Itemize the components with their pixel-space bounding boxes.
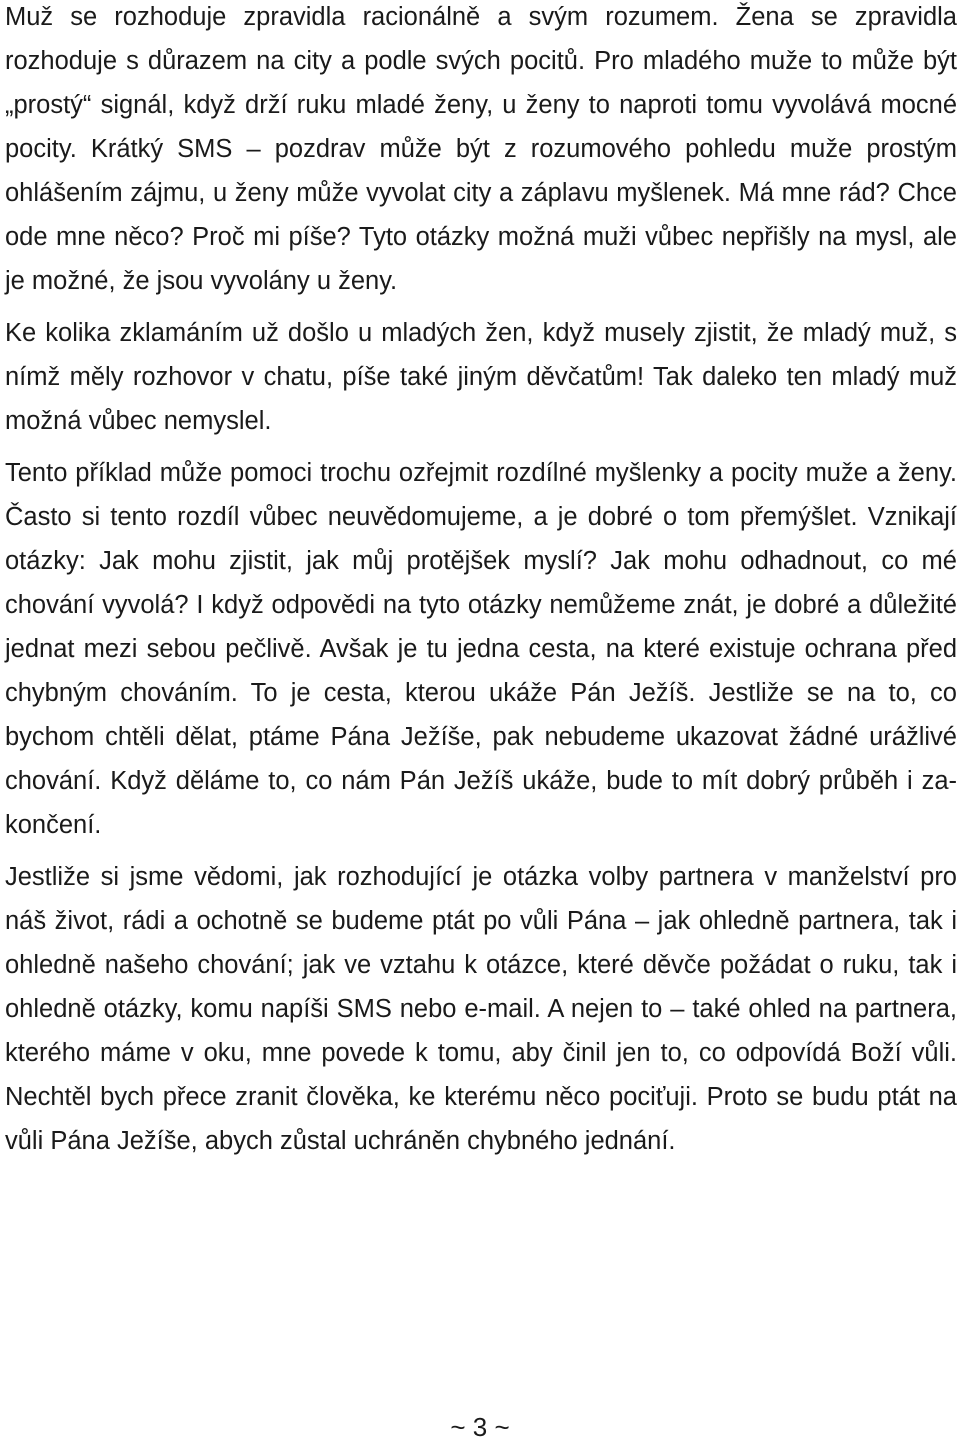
page-number: ~ 3 ~ <box>450 1412 510 1442</box>
paragraph: Tento příklad může pomoci trochu ozřejmit rozdílné myšlenky a pocity muže a ženy. Často si tento rozdíl vůbec neuvědomujeme, a je dobré o tom přemýšlet. Vznikají otázky: Jak mohu zjistit, jak můj protějšek myslí? Jak mohu odhadnout, co mé chování vyvolá? I když odpovědi na tyto otázky nemůžeme znát, je dobré a důležité jednat mezi sebou pečlivě. Avšak je tu jedna cesta, na které existuje ochrana před chybným chováním. To je cesta, kterou ukáže Pán Ježíš. Jestliže se na to, co bychom chtěli dělat, ptáme Pána Ježíše, pak nebudeme ukazovat žádné urážlivé chování. Když děláme to, co nám Pán Ježíš ukáže, bude to mít dobrý průběh i zakončení. <box>5 459 957 839</box>
paragraph: Muž se rozhoduje zpravidla racionálně a svým rozumem. Žena se zpravidla rozhoduje s důrazem na city a podle svých pocitů. Pro mladého muže to může být „prostý“ signál, když drží ruku mladé ženy, u ženy to naproti tomu vyvolává mocné pocity. Krátký SMS – pozdrav může být z rozumového pohledu muže prostým ohlášením zájmu, u ženy může vyvolat city a záplavu myšlenek. Má mne rád? Chce ode mne něco? Proč mi píše? Tyto otázky možná muži vůbec nepřišly na mysl, ale je možné, že jsou vyvolány u ženy. <box>5 3 957 295</box>
paragraph: Ke kolika zklamáním už došlo u mladých žen, když musely zjistit, že mladý muž, s nímž měly rozhovor v chatu, píše také jiným děvčatům! Tak daleko ten mladý muž možná vůbec nemyslel. <box>5 319 957 435</box>
paragraph: Jestliže si jsme vědomi, jak rozhodující je otázka volby partnera v manželství pro náš život, rádi a ochotně se budeme ptát po vůli Pána – jak ohledně partnera, tak i ohledně našeho chování; jak ve vztahu k otázce, které děvče požádat o ruku, tak i ohledně otázky, komu napíši SMS nebo e-mail. A nejen to – také ohled na partnera, kterého máme v oku, mne povede k tomu, aby činil jen to, co odpovídá Boží vůli. Nechtěl bych přece zranit člověka, ke kterému něco pociťuji. Proto se budu ptát na vůli Pána Ježíše, abych zůstal uchráněn chybného jednání. <box>5 863 957 1155</box>
document-page <box>5 0 957 1163</box>
